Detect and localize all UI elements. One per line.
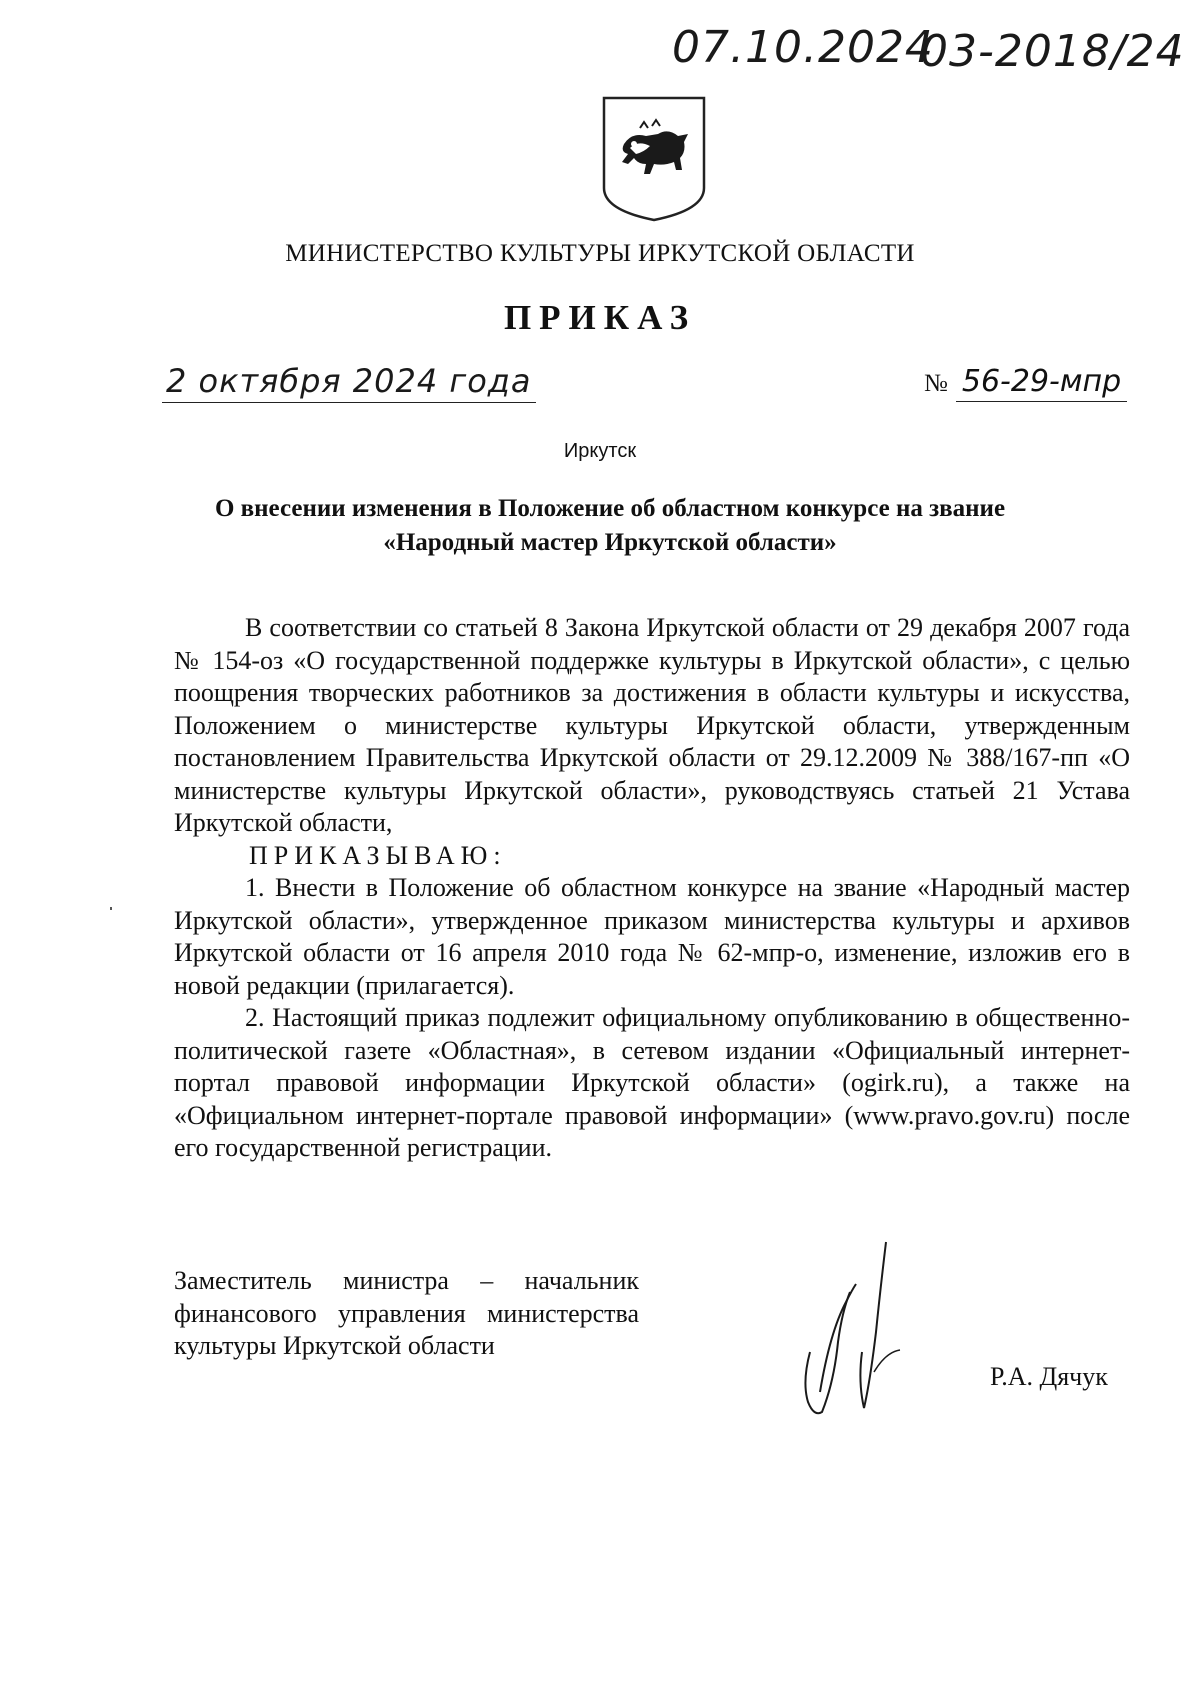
order-date-handwritten: 2 октября 2024 года <box>162 362 536 403</box>
order-number-handwritten: 56-29-мпр <box>956 364 1127 402</box>
registration-number-handwritten: 03-2018/24 <box>920 26 1185 77</box>
order-word: ПРИКАЗЫВАЮ: <box>249 840 507 870</box>
irkutsk-coat-of-arms-icon <box>598 92 710 224</box>
number-sign: № <box>924 370 948 397</box>
handwritten-signature <box>790 1232 930 1432</box>
document-type: ПРИКАЗ <box>503 298 697 337</box>
registration-date-handwritten: 07.10.2024 <box>672 22 934 73</box>
margin-mark <box>110 907 112 910</box>
signatory-position: Заместитель министра – начальник финансового управления министерства культуры Иркутской области <box>174 1266 639 1360</box>
order-number-field <box>924 364 1127 399</box>
title-line-2: «Народный мастер Иркутской области» <box>383 529 837 556</box>
title-line-1: О внесении изменения в Положение об областном конкурсе на звание <box>214 495 1006 522</box>
signatory-name: Р.А. Дячук <box>990 1362 1108 1391</box>
document-title <box>190 492 1030 560</box>
preamble-paragraph: В соответствии со статьей 8 Закона Иркутской области от 29 декабря 2007 года № 154-оз «О государственной поддержке культуры в Иркутской области», с целью поощрения творческих работников за достижения в области культуры и искусства, Положением о министерстве культуры Иркутской области, утвержденным постановлением Правительства Иркутской области от 29.12.2009 № 388/167-пп «О министерстве культуры Иркутской области», руководствуясь статьей 21 Устава Иркутской области, <box>174 613 1130 837</box>
ministry-name: МИНИСТЕРСТВО КУЛЬТУРЫ ИРКУТСКОЙ ОБЛАСТИ <box>285 240 915 267</box>
document-body <box>174 612 1130 1165</box>
city: Иркутск <box>563 440 637 462</box>
item-2-paragraph: 2. Настоящий приказ подлежит официальному опубликованию в общественно-политической газете «Областная», в сетевом издании «Официальный интернет-портал правовой информации Иркутской области» (ogirk.ru), а также на «Официальном интернет-портале правовой информации» (www.pravo.gov.ru) после его государственной регистрации. <box>174 1003 1130 1162</box>
item-1-paragraph: 1. Внести в Положение об областном конкурсе на звание «Народный мастер Иркутской области», утвержденное приказом министерства культуры и архивов Иркутской области от 16 апреля 2010 года № 62-мпр-о, изменение, изложив его в новой редакции (прилагается). <box>174 873 1130 1000</box>
